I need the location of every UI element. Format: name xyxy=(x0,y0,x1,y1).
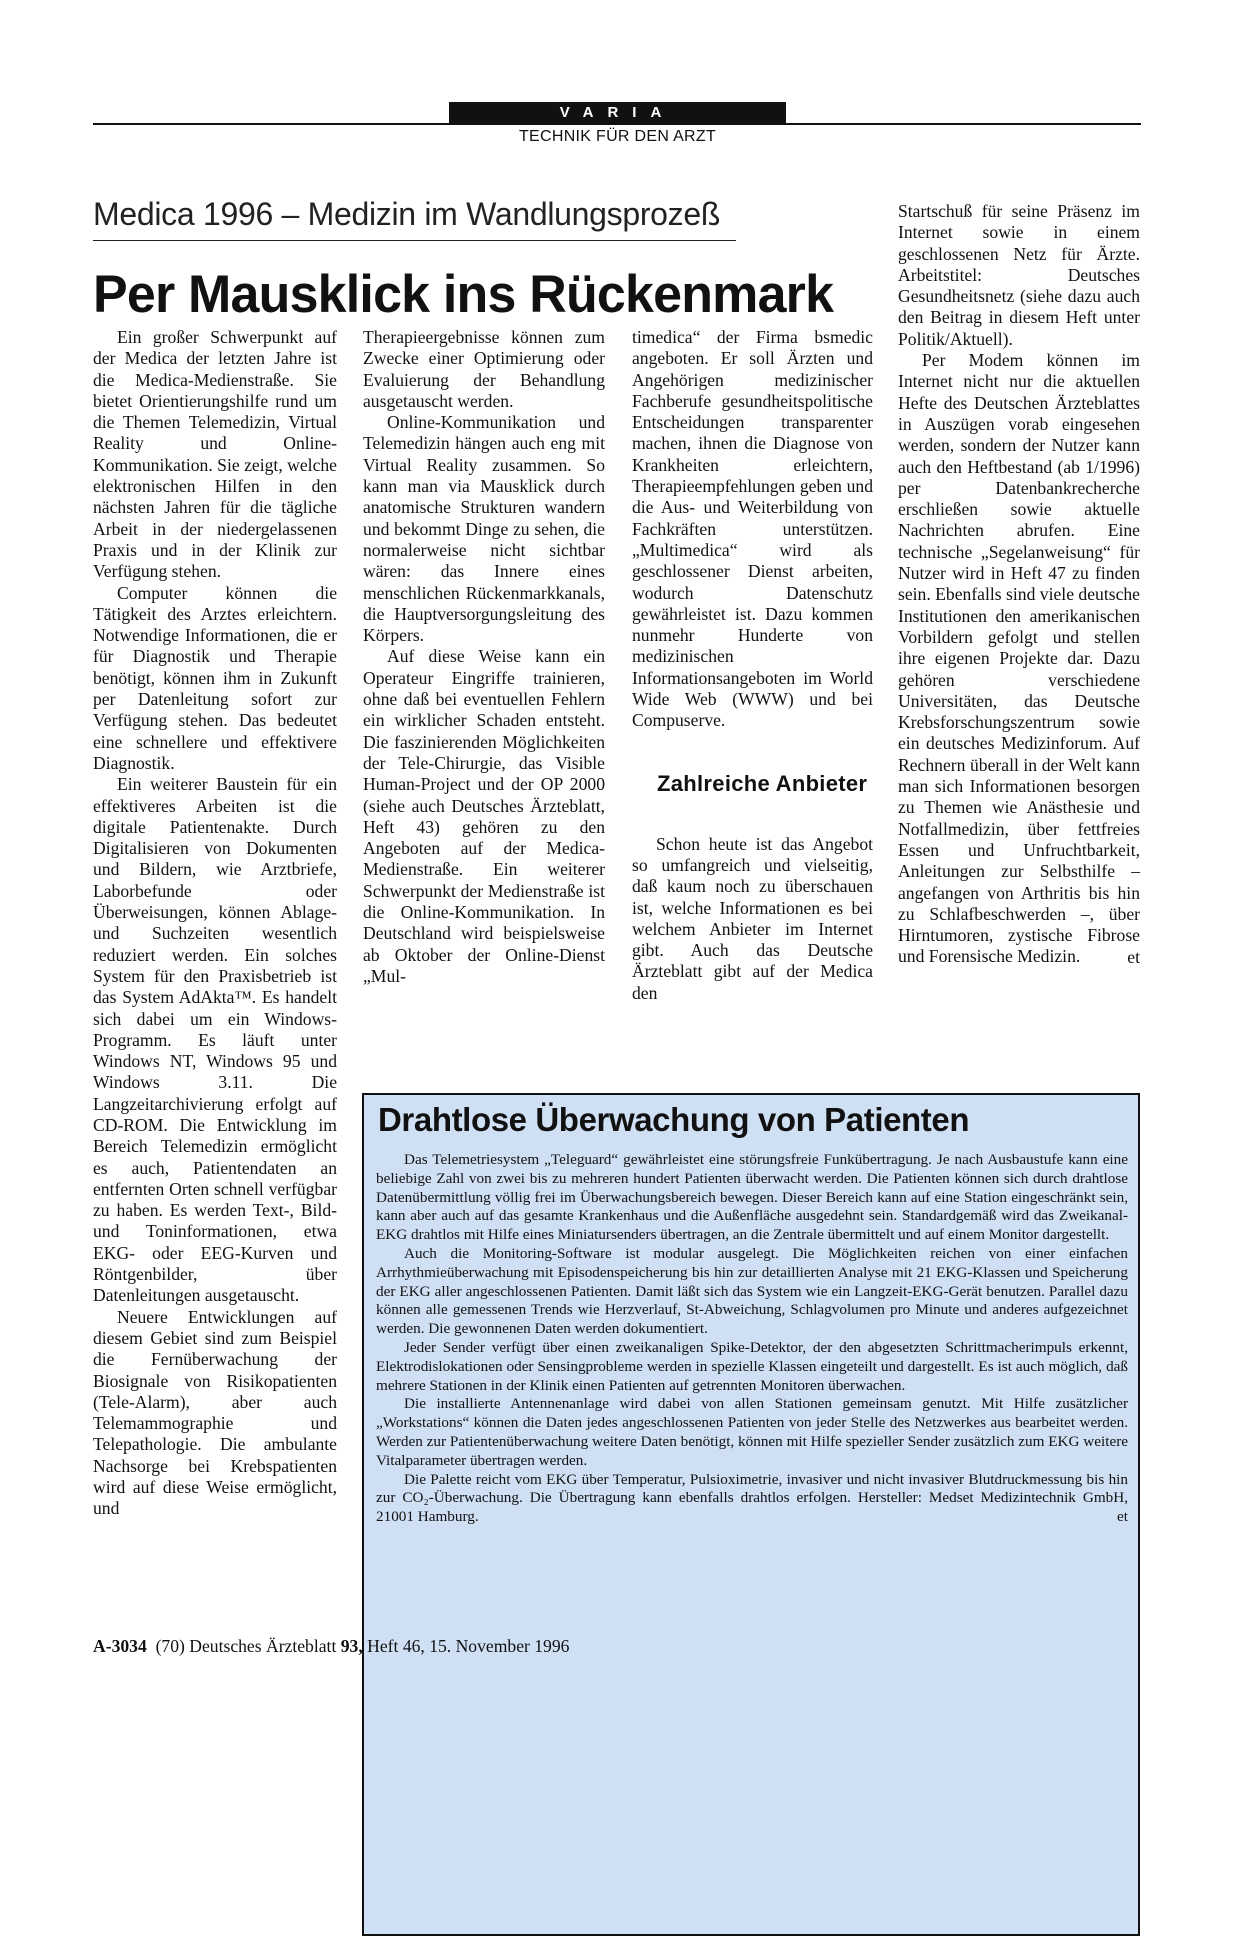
paragraph: Per Modem können im Internet nicht nur die aktuellen Hefte des Deutschen Ärzteblattes in Auszügen vorab eingesehen werden, sondern der Nutzer kann auch den Heftbestand (ab 1/1996) per Datenbankrecherche erschließen sowie aktuelle Nachrichten abrufen. Eine technische „Segelanweisung“ für Nutzer wird in Heft 47 zu finden sein. Ebenfalls sind viele deutsche Institutionen den amerikanischen Vorbildern gefolgt und stellen ihre eigenen Projekte dar. Dazu gehören verschiedene Universitäten, das Deutsche Krebsforschungszentrum sowie ein deutsches Medizinforum. Auf Rechnern überall in der Welt kann man sich Informationen besorgen zu Themen wie Anästhesie und Notfallmedizin, über fettfreies Essen und Unfruchtbarkeit, Anleitungen zur Selbsthilfe – angefangen von Arthritis bis hin zu Schlafbeschwerden –, über Hirntumoren, zystische Fibrose und Forensische Medizin. xyxy=(898,350,1140,967)
article-column-2 xyxy=(363,327,605,987)
paragraph: Online-Kommunikation und Telemedizin hängen auch eng mit Virtual Reality zusammen. So kann man via Mausklick durch anatomische Strukturen wandern und bekommt Dinge zu sehen, die normalerweise nicht sichtbar wären: das Innere eines menschlichen Rückenmarkkanals, die Hauptversorgungsleitung des Körpers. xyxy=(363,412,605,646)
subheading: Zahlreiche Anbieter xyxy=(657,770,868,796)
info-box xyxy=(362,1093,1140,1936)
author-signature: et xyxy=(1127,946,1140,967)
paragraph: Die installierte Antennenanlage wird dabei von allen Stationen gemeinsam genutzt. Mit Hilfe zusätzlicher „Workstations“ können die Daten jedes angeschlossenen Patienten von jeder Stelle des Netzwerkes aus bearbeitet werden. Werden zur Patientenüberwachung weitere Daten benötigt, können mit Hilfe spezieller Sender zusätzlich zum EKG weitere Vitalparameter übertragen werden. xyxy=(376,1395,1128,1469)
info-box-body xyxy=(376,1151,1128,1527)
info-box-title: Drahtlose Überwachung von Patienten xyxy=(378,1101,970,1138)
paragraph: Neuere Entwicklungen auf diesem Gebiet sind zum Beispiel die Fernüberwachung der Biosignale von Risikopatienten (Tele-Alarm), aber auch Telemammographie und Telepathologie. Die ambulante Nachsorge bei Krebspatienten wird auf diese Weise ermöglicht, und xyxy=(93,1306,337,1519)
paragraph: Schon heute ist das Angebot so umfangreich und vielseitig, daß kaum noch zu überschauen ist, welche Informationen es bei welchem Anbieter im Internet gibt. Auch das Deutsche Ärzteblatt gibt auf der Medica den xyxy=(632,833,873,1003)
paragraph: Die Palette reicht vom EKG über Temperatur, Pulsioximetrie, invasiver und nicht invasiver Blutdruckmessung bis hin zur CO₂-Überwachung. Die Übertragung kann ebenfalls drahtlos erfolgen. Hersteller: Medset Medizintechnik GmbH, 21001 Hamburg. xyxy=(376,1470,1128,1526)
page-footer xyxy=(93,1636,569,1657)
paragraph: Ein weiterer Baustein für ein effektiveres Arbeiten ist die digitale Patientenakte. Durch Digitalisieren von Dokumenten und Bildern, wie Arztbriefe, Laborbefunde oder Überweisungen, können Ablage- und Suchzeiten wesentlich reduziert werden. Ein solches System für den Praxisbetrieb ist das System AdAkta™. Es handelt sich dabei um ein Windows-Programm. Es läuft unter Windows NT, Windows 95 und Windows 3.11. Die Langzeitarchivierung erfolgt auf CD-ROM. Die Entwicklung im Bereich Telemedizin ermöglicht es auch, Patientendaten an entfernten Orten schnell verfügbar zu haben. Es werden Text-, Bild- und Toninformationen, etwa EKG- oder EEG-Kurven und Röntgenbilder, über Datenleitungen ausgetauscht. xyxy=(93,774,337,1306)
paragraph: Startschuß für seine Präsenz im Internet sowie in einem geschlossenen Netz für Ärzte. Arbeitstitel: Deutsches Gesundheitsnetz (siehe dazu auch den Beitrag in diesem Heft unter Politik/Aktuell). xyxy=(898,201,1140,349)
section-label: TECHNIK FÜR DEN ARZT xyxy=(518,128,717,145)
article-kicker: Medica 1996 – Medizin im Wandlungsprozeß xyxy=(93,196,721,232)
article-column-3 xyxy=(632,327,873,1004)
paragraph: Jeder Sender verfügt über einen zweikanaligen Spike-Detektor, der den abgesetzten Schrittmacherimpuls erkennt, Elektrodislokationen oder Sensingprobleme werden in spezielle Klassen eingeteilt und dargestellt. Es ist auch möglich, daß mehrere Stationen in der Klinik einen Patienten auf getrennten Monitoren überwachen. xyxy=(376,1338,1128,1394)
paragraph: Das Telemetriesystem „Teleguard“ gewährleistet eine störungsfreie Funkübertragung. Je nach Ausbaustufe kann eine beliebige Zahl von zwei bis zu mehreren hundert Patienten überwacht werden. Die Patienten können sich durch drahtlose Datenübermittlung völlig frei im Überwachungsbereich bewegen. Dieser Bereich kann auf eine Station eingeschränkt sein, kann aber auch auf das gesamte Krankenhaus und die Außenfläche ausgedehnt sein. Standardgemäß wird das Zweikanal-EKG drahtlos mit Hilfe eines Miniatursenders übertragen, an die Zentrale übermittelt und auf einem Monitor dargestellt. xyxy=(376,1151,1128,1244)
page-number: A-3034 xyxy=(93,1636,147,1656)
article-headline: Per Mausklick ins Rückenmark xyxy=(93,265,834,324)
journal-name: Deutsches Ärzteblatt xyxy=(189,1636,337,1656)
kicker-rule xyxy=(93,240,736,241)
box-signature: et xyxy=(1117,1507,1128,1525)
paragraph: timedica“ der Firma bsmedic angeboten. Er soll Ärzten und Angehörigen medizinischer Fachberufe gesundheitspolitische Entscheidungen transparenter machen, ihnen die Diagnose von Krankheiten erleichtern, Therapieempfehlungen geben und die Aus- und Weiterbildung von Fachkräften unterstützen. „Multimedica“ wird als geschlossener Dienst arbeiten, wodurch Datenschutz gewährleistet ist. Dazu kommen nunmehr Hunderte von medizinischen Informationsangeboten im World Wide Web (WWW) und bei Compuserve. xyxy=(632,327,873,731)
journal-issue: Heft 46, 15. November 1996 xyxy=(367,1636,570,1656)
paragraph: Auch die Monitoring-Software ist modular ausgelegt. Die Möglichkeiten reichen von einer einfachen Arrhythmieüberwachung mit Episodenspeicherung bis hin zur detaillierten Analyse mit 21 EKG-Klassen und Speicherung der EKG aller angeschlossenen Patienten. Damit läßt sich das System wie ein Langzeit-EKG-Gerät benutzen. Parallel dazu können alle gemessenen Trends wie Herzverlauf, St-Abweichung, Schlagvolumen pro Minute und anderes aufgezeichnet werden. Die gewonnenen Daten werden dokumentiert. xyxy=(376,1244,1128,1338)
article-column-1 xyxy=(93,327,337,1520)
journal-volume: 93, xyxy=(340,1636,363,1656)
paragraph: Computer können die Tätigkeit des Arztes erleichtern. Notwendige Informationen, die er für Diagnostik und Therapie benötigt, können ihm in Zukunft per Datenleitung sofort zur Verfügung stehen. Das bedeutet eine schnellere und effektivere Diagnostik. xyxy=(93,582,337,773)
section-category-bar: VARIA xyxy=(449,102,786,123)
article-column-4 xyxy=(898,201,1140,968)
paragraph: Ein großer Schwerpunkt auf der Medica der letzten Jahre ist die Medica-Medienstraße. Sie bietet Orientierungshilfe rund um die Themen Telemedizin, Virtual Reality und Online-Kommunikation. Sie zeigt, welche elektronischen Hilfen in den nächsten Jahren für die tägliche Arbeit in der niedergelassenen Praxis und in der Klinik zur Verfügung stehen. xyxy=(93,327,337,582)
paragraph: Therapieergebnisse können zum Zwecke einer Optimierung oder Evaluierung der Behandlung ausgetauscht werden. xyxy=(363,327,605,411)
paragraph: Auf diese Weise kann ein Operateur Eingriffe trainieren, ohne daß bei eventuellen Fehlern ein wirklicher Schaden entsteht. Die faszinierenden Möglichkeiten der Tele-Chirurgie, das Visible Human-Project und der OP 2000 (siehe auch Deutsches Ärzteblatt, Heft 43) gehören zu den Angeboten auf der Medica-Medienstraße. Ein weiterer Schwerpunkt der Medienstraße ist die Online-Kommunikation. In Deutschland wird beispielsweise ab Oktober der Online-Dienst „Mul- xyxy=(363,646,605,986)
header-rule xyxy=(93,123,1141,125)
page-number-paren: (70) xyxy=(155,1636,185,1656)
